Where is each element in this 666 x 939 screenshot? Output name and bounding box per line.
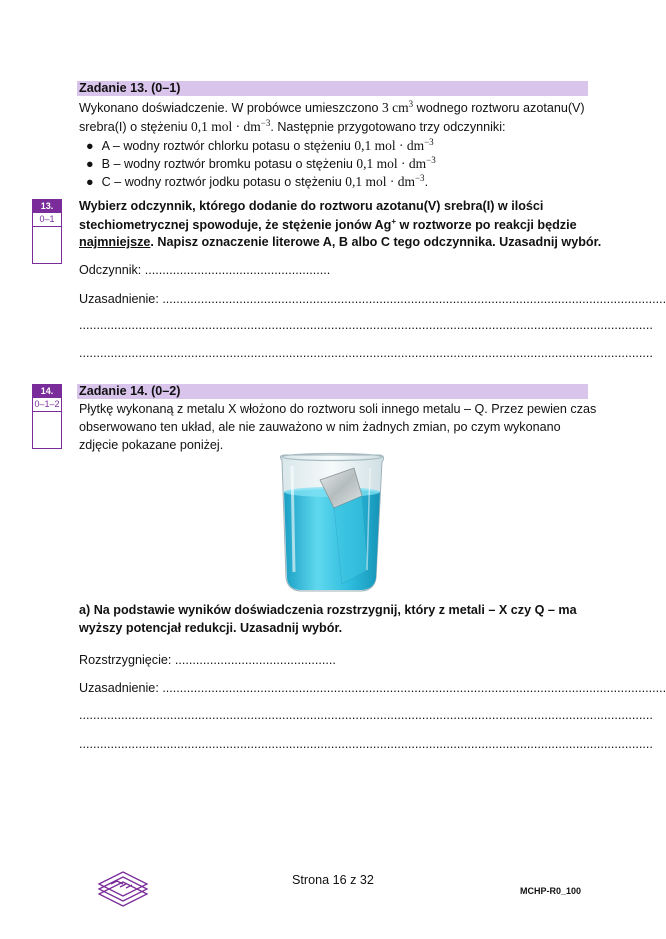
- task13-header: Zadanie 13. (0–1): [77, 81, 588, 96]
- task14-text-line1: Płytkę wykonaną z metalu X włożono do roztworu soli innego metalu – Q. Przez pewien czas: [79, 402, 597, 416]
- task13-bullet-a: ● A – wodny roztwór chlorku potasu o stężeniu 0,1 mol · $dm^{-3}$: [86, 137, 434, 154]
- task14-score-box: [32, 384, 62, 449]
- task14a-question-line2: wyższy potencjał redukcji. Uzasadnij wybór.: [79, 621, 343, 635]
- beaker-photo: [270, 452, 394, 594]
- task13-question-line1: Wybierz odczynnik, którego dodanie do roztworu azotanu(V) srebra(I) w ilości: [79, 199, 544, 213]
- page-number: Strona 16 z 32: [292, 873, 374, 887]
- task13-intro-line2: srebra(I) o stężeniu 0,1 mol · $dm^{-3}$. Następnie przygotowano trzy odczynniki:: [79, 118, 506, 135]
- task13-bullet-c: ● C – wodny roztwór jodku potasu o stężeniu 0,1 mol · $dm^{-3}$.: [86, 173, 429, 190]
- task14a-justification-line3[interactable]: ....................................................................................................................................................................: [79, 737, 653, 751]
- task13-answer-field[interactable]: Odczynnik: .....................................................: [79, 263, 331, 277]
- task13-justification-line2[interactable]: ....................................................................................................................................................................: [79, 318, 653, 332]
- task14-header: Zadanie 14. (0–2): [77, 384, 588, 399]
- task14-text-line2: obserwowano ten układ, ale nie zauważono w nim żadnych zmian, po czym wykonano: [79, 420, 561, 434]
- task13-intro-line1: Wykonano doświadczenie. W probówce umieszczono 3 $cm^3$ wodnego roztworu azotanu(V): [79, 99, 585, 116]
- task14-score-points: 0–1–2: [33, 398, 61, 412]
- task13-bullet-b: ● B – wodny roztwór bromku potasu o stężeniu 0,1 mol · $dm^{-3}$: [86, 155, 436, 172]
- task14a-justification-field[interactable]: Uzasadnienie: ................................................................................................................................................: [79, 681, 666, 695]
- task13-score-number: 13.: [33, 200, 61, 213]
- task14a-decision-field[interactable]: Rozstrzygnięcie: ..............................................: [79, 653, 336, 667]
- task13-score-box: [32, 199, 62, 264]
- cke-logo-icon: [96, 868, 150, 908]
- task13-justification-field[interactable]: Uzasadnienie: ................................................................................................................................................: [79, 292, 666, 306]
- task14-score-number: 14.: [33, 385, 61, 398]
- task13-question-line2: stechiometrycznej spowoduje, że stężenie jonów Ag+ w roztworze po reakcji będzie: [79, 217, 577, 233]
- task14a-question-line1: a) Na podstawie wyników doświadczenia rozstrzygnij, który z metali – X czy Q – ma: [79, 603, 577, 617]
- task14-text-line3: zdjęcie pokazane poniżej.: [79, 438, 224, 452]
- task13-question-line3: najmniejsze. Napisz oznaczenie literowe A, B albo C tego odczynnika. Uzasadnij wybór.: [79, 235, 602, 249]
- task13-justification-line3[interactable]: ....................................................................................................................................................................: [79, 346, 653, 360]
- task14a-justification-line2[interactable]: ....................................................................................................................................................................: [79, 708, 653, 722]
- task13-score-points: 0–1: [33, 213, 61, 227]
- document-code: MCHP-R0_100: [520, 886, 582, 896]
